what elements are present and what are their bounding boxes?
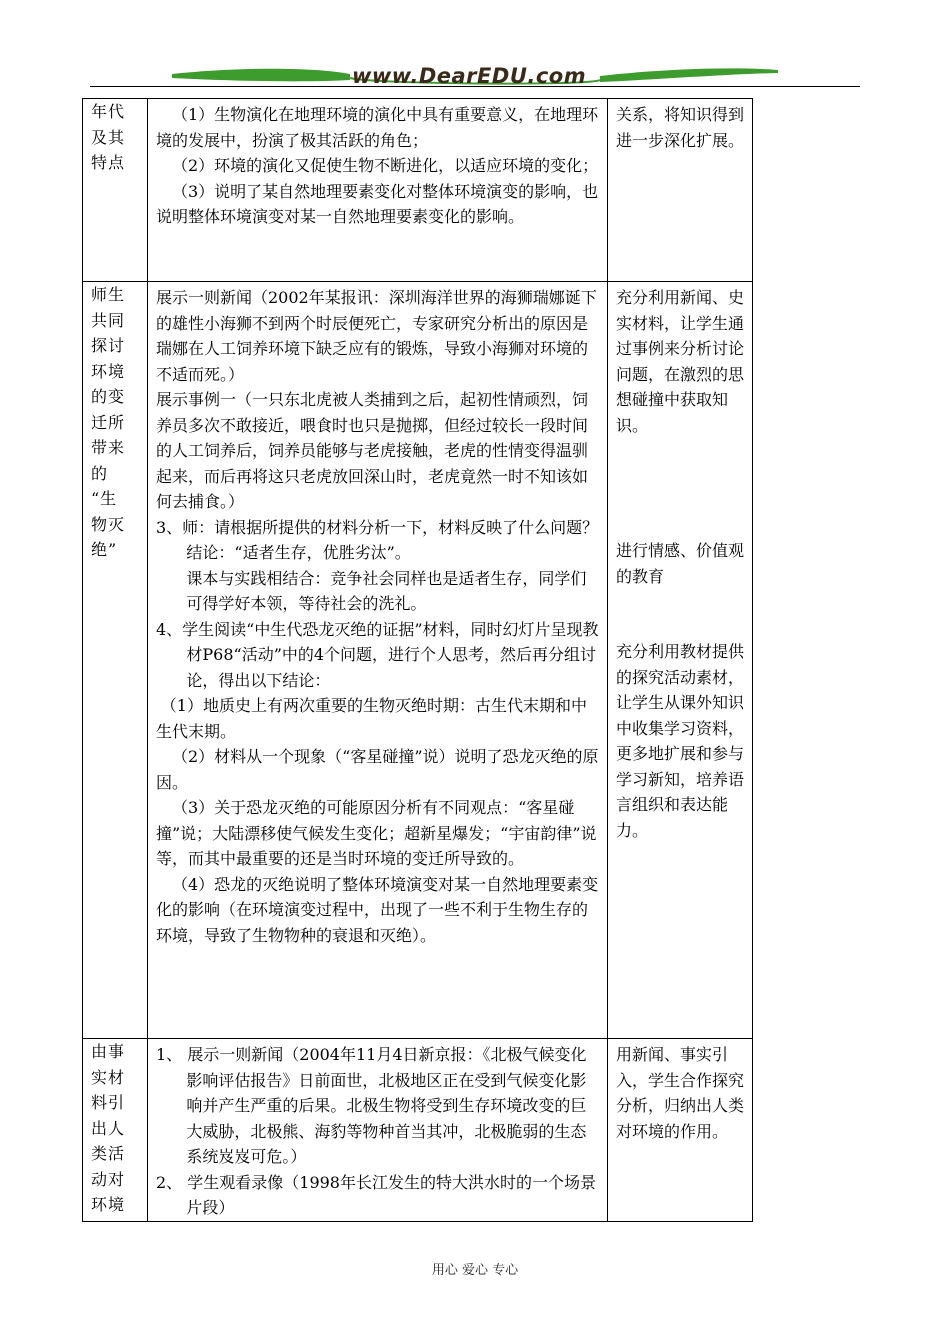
row-content-cell [148, 99, 608, 282]
row-topic-cell [83, 282, 148, 1039]
table-row [83, 99, 753, 282]
row-topic: 由事 实材 料引 出人 类活 动对 环境 [91, 1042, 126, 1214]
row-notes-cell [608, 1039, 753, 1222]
page-footer: 用心 爱心 专心 [431, 1263, 519, 1278]
content-paragraph: 课本与实践相结合：竞争社会同样也是适者生存，同学们可得学好本领，等待社会的洗礼。 [186, 568, 587, 613]
row-notes-cell [608, 282, 753, 1039]
note-paragraph: 关系，将知识得到进一步深化扩展。 [616, 105, 745, 150]
site-logo-text: www.DearEDU.com [352, 64, 587, 88]
lesson-table [82, 98, 753, 1222]
note-paragraph: 充分利用教材提供的探究活动素材，让学生从课外知识中收集学习资料，更多地扩展和参与学习新知，培养语言组织和表达能力。 [616, 642, 745, 840]
row-topic-cell [83, 99, 148, 282]
content-paragraph: 展示事例一（一只东北虎被人类捕到之后，起初性情顽烈，饲养员多次不敢接近，喂食时也只是抛掷，但经过较长一段时间的人工饲养后，饲养员能够与老虎接触，老虎的性情变得温驯起来，而后再将这只老虎放回深山时，老虎竟然一时不知该如何去捕食。） [156, 390, 589, 511]
content-paragraph: （4）恐龙的灭绝说明了整体环境演变对某一自然地理要素变化的影响（在环境演变过程中，出现了一些不利于生物生存的环境，导致了生物物种的衰退和灭绝）。 [156, 874, 599, 945]
content-paragraph: 展示一则新闻（2002年某报讯：深圳海洋世界的海狮瑞娜诞下的雄性小海狮不到两个时辰便死亡，专家研究分析出的原因是瑞娜在人工饲养环境下缺乏应有的锻炼，导致小海狮对环境的不适而死。） [156, 288, 597, 384]
content-paragraph: （1）生物演化在地理环境的演化中具有重要意义，在地理环境的发展中，扮演了极其活跃的角色； [156, 105, 599, 150]
content-paragraph: （3）说明了某自然地理要素变化对整体环境演变的影响，也说明整体环境演变对某一自然地理要素变化的影响。 [156, 181, 599, 226]
row-topic: 师生 共同 探讨 环境 的变 迁所 带来 的 “生 物灭 绝” [91, 285, 126, 559]
content-paragraph: 4、学生阅读“中生代恐龙灭绝的证据”材料，同时幻灯片呈现教材P68“活动”中的4个问题，进行个人思考，然后再分组讨论，得出以下结论： [156, 619, 599, 690]
table-row [83, 282, 753, 1039]
content-paragraph: 3、师：请根据所提供的材料分析一下，材料反映了什么问题？ [156, 517, 599, 537]
content-paragraph: （2）环境的演化又促使生物不断进化，以适应环境的变化； [172, 156, 599, 175]
table-row [83, 1039, 753, 1222]
row-content-cell [148, 282, 608, 1039]
content-paragraph: 2、 学生观看录像（1998年长江发生的特大洪水时的一个场景片段） [156, 1172, 596, 1217]
row-topic: 年代 及其 特点 [91, 102, 126, 172]
row-content-cell [148, 1039, 608, 1222]
content-paragraph: （1）地质史上有两次重要的生物灭绝时期：古生代末期和中生代末期。 [156, 696, 587, 741]
content-paragraph: （2）材料从一个现象（“客星碰撞”说）说明了恐龙灭绝的原因。 [156, 747, 599, 792]
note-paragraph: 用新闻、事实引入，学生合作探究分析，归纳出人类对环境的作用。 [616, 1045, 745, 1141]
row-notes-cell [608, 99, 753, 282]
content-paragraph: 1、 展示一则新闻（2004年11月4日新京报：《北极气候变化影响评估报告》日前面世，北极地区正在受到气候变化影响并产生严重的后果。北极生物将受到生存环境改变的巨大威胁，北极熊、海豹等物种首当其冲，北极脆弱的生态系统岌岌可危。） [156, 1045, 587, 1166]
content-paragraph: （3）关于恐龙灭绝的可能原因分析有不同观点：“客星碰撞”说；大陆漂移使气候发生变化；超新星爆发；“宇宙韵律”说等，而其中最重要的还是当时环境的变迁所导致的。 [156, 798, 597, 868]
content-paragraph: 结论：“适者生存，优胜劣汰”。 [186, 543, 411, 562]
note-paragraph: 进行情感、价值观的教育 [616, 541, 745, 586]
header-divider [90, 86, 860, 87]
row-topic-cell [83, 1039, 148, 1222]
note-paragraph: 充分利用新闻、史实材料，让学生通过事例来分析讨论问题，在激烈的思想碰撞中获取知识。 [616, 288, 745, 435]
